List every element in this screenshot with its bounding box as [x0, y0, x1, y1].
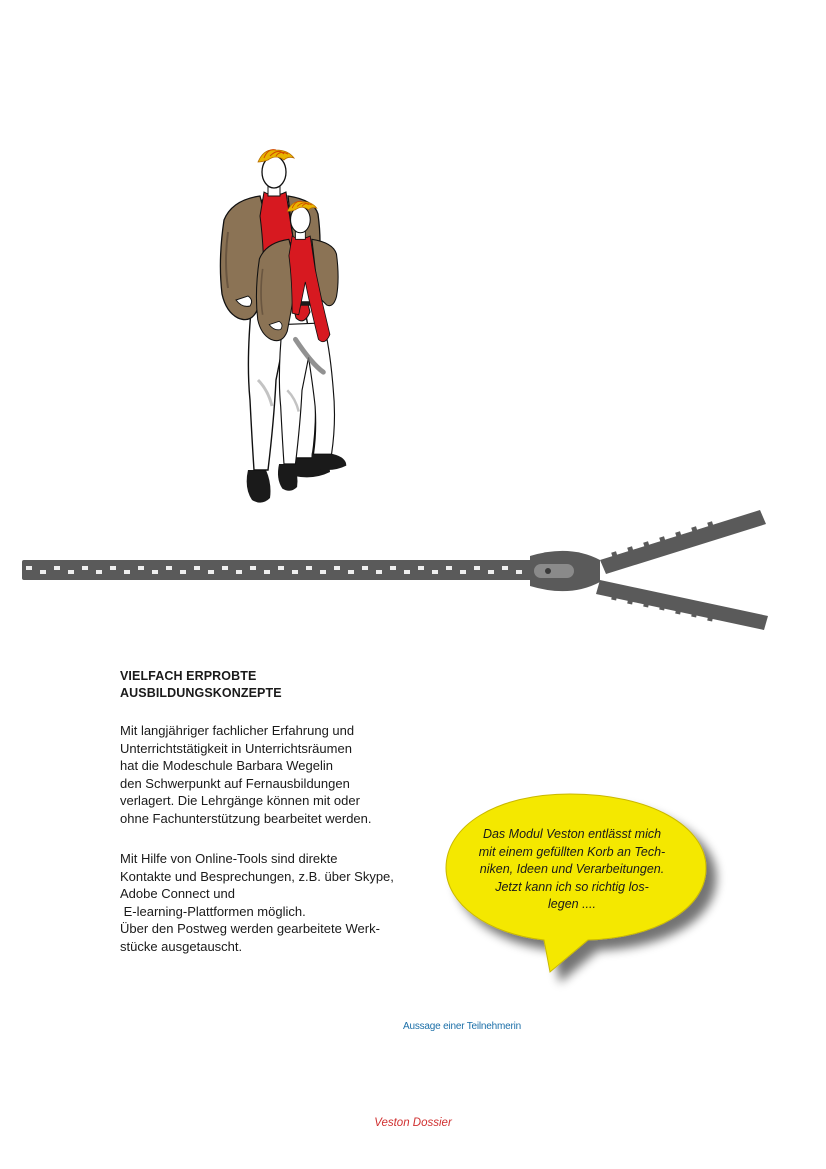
paragraph-1 — [120, 722, 372, 828]
quote-line: Das Modul Veston entlässt mich — [482, 827, 662, 841]
footer-title: Veston Dossier — [374, 1117, 452, 1129]
text-line: Mit langjähriger fachlicher Erfahrung und — [120, 723, 355, 738]
quote-line: Jetzt kann ich so richtig los- — [495, 879, 649, 894]
text-line: den Schwerpunkt auf Fernausbildungen — [120, 775, 350, 791]
zipper-icon — [0, 500, 826, 640]
text-line: Adobe Connect und — [120, 886, 235, 902]
text-line: Unterrichtstätigkeit in Unterrichtsräumen — [120, 740, 352, 756]
paragraph-2 — [120, 850, 394, 956]
heading-line-1: VIELFACH ERPROBTE — [120, 669, 257, 683]
quote-line: mit einem gefüllten Korb an Tech- — [478, 844, 666, 859]
quote-line: niken, Ideen und Verarbeitungen. — [479, 862, 665, 876]
quote-caption: Aussage einer Teilnehmerin — [403, 1021, 522, 1032]
quote-line: legen .... — [548, 897, 596, 911]
quote-text — [462, 826, 682, 914]
text-line: Mit Hilfe von Online-Tools sind direkte — [120, 851, 338, 866]
text-line: E-learning-Plattformen möglich. — [120, 903, 306, 919]
section-heading — [120, 668, 282, 702]
text-line: hat die Modeschule Barbara Wegelin — [120, 758, 333, 774]
text-line: Über den Postweg werden gearbeitete Werk- — [120, 921, 380, 937]
text-line: stücke ausgetauscht. — [120, 938, 243, 954]
fashion-figure-icon — [0, 0, 826, 540]
text-line: ohne Fachunterstützung bearbeitet werden. — [120, 810, 372, 826]
text-line: Kontakte und Besprechungen, z.B. über Skype, — [120, 868, 394, 884]
heading-line-2: AUSBILDUNGSKONZEPTE — [120, 686, 282, 700]
text-line: verlagert. Die Lehrgänge können mit oder — [120, 793, 360, 809]
